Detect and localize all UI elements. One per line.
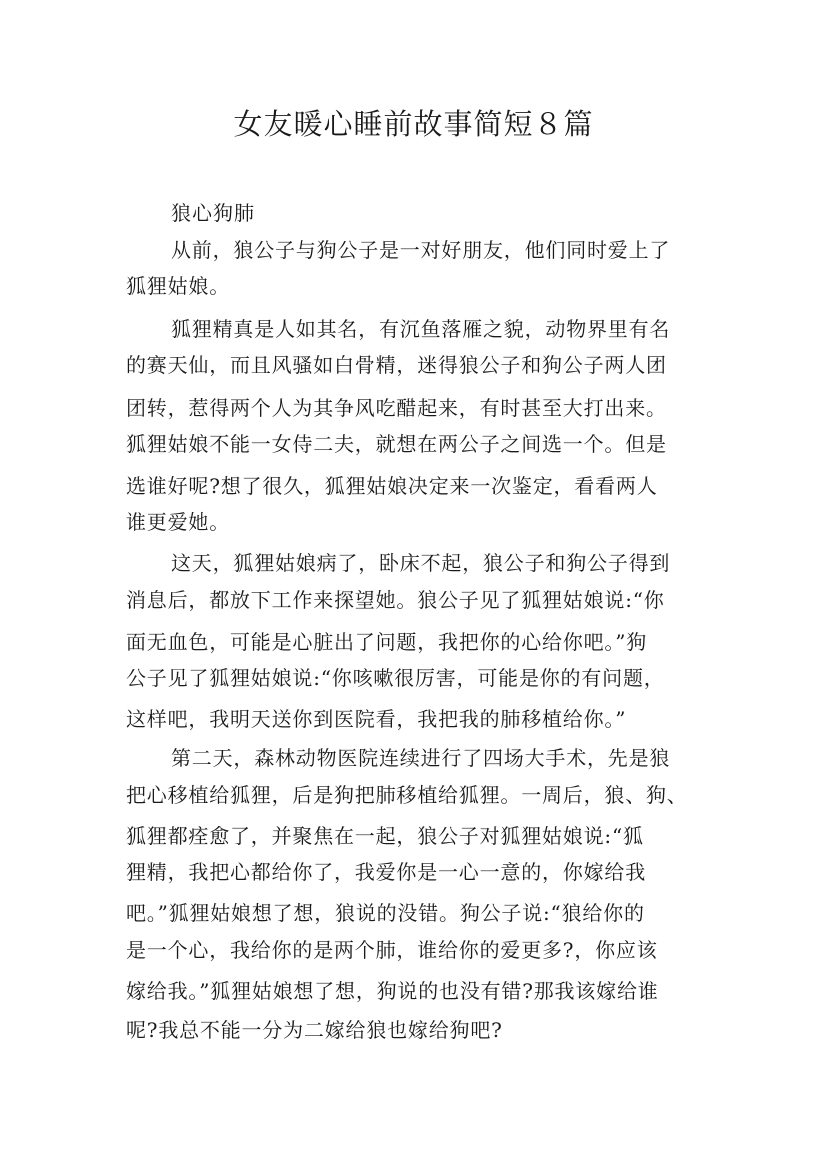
paragraph-line: 狐狸姑娘。 bbox=[126, 274, 230, 298]
paragraph-line: 狐狸都痊愈了，并聚焦在一起，狼公子对狐狸姑娘说:“狐 bbox=[126, 824, 644, 848]
paragraph-line: 从前，狼公子与狗公子是一对好朋友，他们同时爱上了 bbox=[171, 238, 671, 262]
paragraph-line: 选谁好呢?想了很久，狐狸姑娘决定来一次鉴定，看看两人 bbox=[126, 474, 658, 498]
paragraph-line: 团转，惹得两个人为其争风吃醋起来，有时甚至大打出来。 bbox=[126, 396, 667, 420]
paragraph-line: 的赛天仙，而且风骚如白骨精，迷得狼公子和狗公子两人团 bbox=[126, 353, 667, 377]
paragraph-line: 是一个心，我给你的是两个肺，谁给你的爱更多?，你应该 bbox=[126, 938, 658, 962]
story-title: 狼心狗肺 bbox=[171, 201, 255, 225]
paragraph-line: 狐狸姑娘不能一女侍二夫，就想在两公子之间选一个。但是 bbox=[126, 432, 667, 456]
document-title: 女友暖心睡前故事简短８篇 bbox=[233, 107, 594, 141]
paragraph-line: 狸精，我把心都给你了，我爱你是一心一意的，你嫁给我 bbox=[126, 860, 646, 884]
paragraph-line: 公子见了狐狸姑娘说:“你咳嗽很厉害，可能是你的有问题， bbox=[126, 666, 665, 690]
paragraph-line: 谁更爱她。 bbox=[126, 510, 230, 534]
paragraph-line: 第二天，森林动物医院连续进行了四场大手术，先是狼 bbox=[171, 746, 671, 770]
paragraph-line: 这样吧，我明天送你到医院看，我把我的肺移植给你。” bbox=[126, 707, 627, 731]
paragraph-line: 嫁给我。”狐狸姑娘想了想，狗说的也没有错?那我该嫁给谁 bbox=[126, 979, 659, 1003]
paragraph-line: 把心移植给狐狸，后是狗把肺移植给狐狸。一周后，狼、狗、 bbox=[126, 783, 688, 807]
paragraph-line: 面无血色，可能是心脏出了问题，我把你的心给你吧。”狗 bbox=[126, 630, 648, 654]
paragraph-line: 狐狸精真是人如其名，有沉鱼落雁之貌，动物界里有名 bbox=[171, 317, 671, 341]
paragraph-line: 这天，狐狸姑娘病了，卧床不起，狼公子和狗公子得到 bbox=[171, 551, 671, 575]
paragraph-line: 吧。”狐狸姑娘想了想，狼说的没错。狗公子说:“狼给你的 bbox=[126, 901, 645, 925]
paragraph-line: 消息后，都放下工作来探望她。狼公子见了狐狸姑娘说:“你 bbox=[126, 588, 665, 612]
paragraph-line: 呢?我总不能一分为二嫁给狼也嫁给狗吧? bbox=[126, 1018, 503, 1042]
